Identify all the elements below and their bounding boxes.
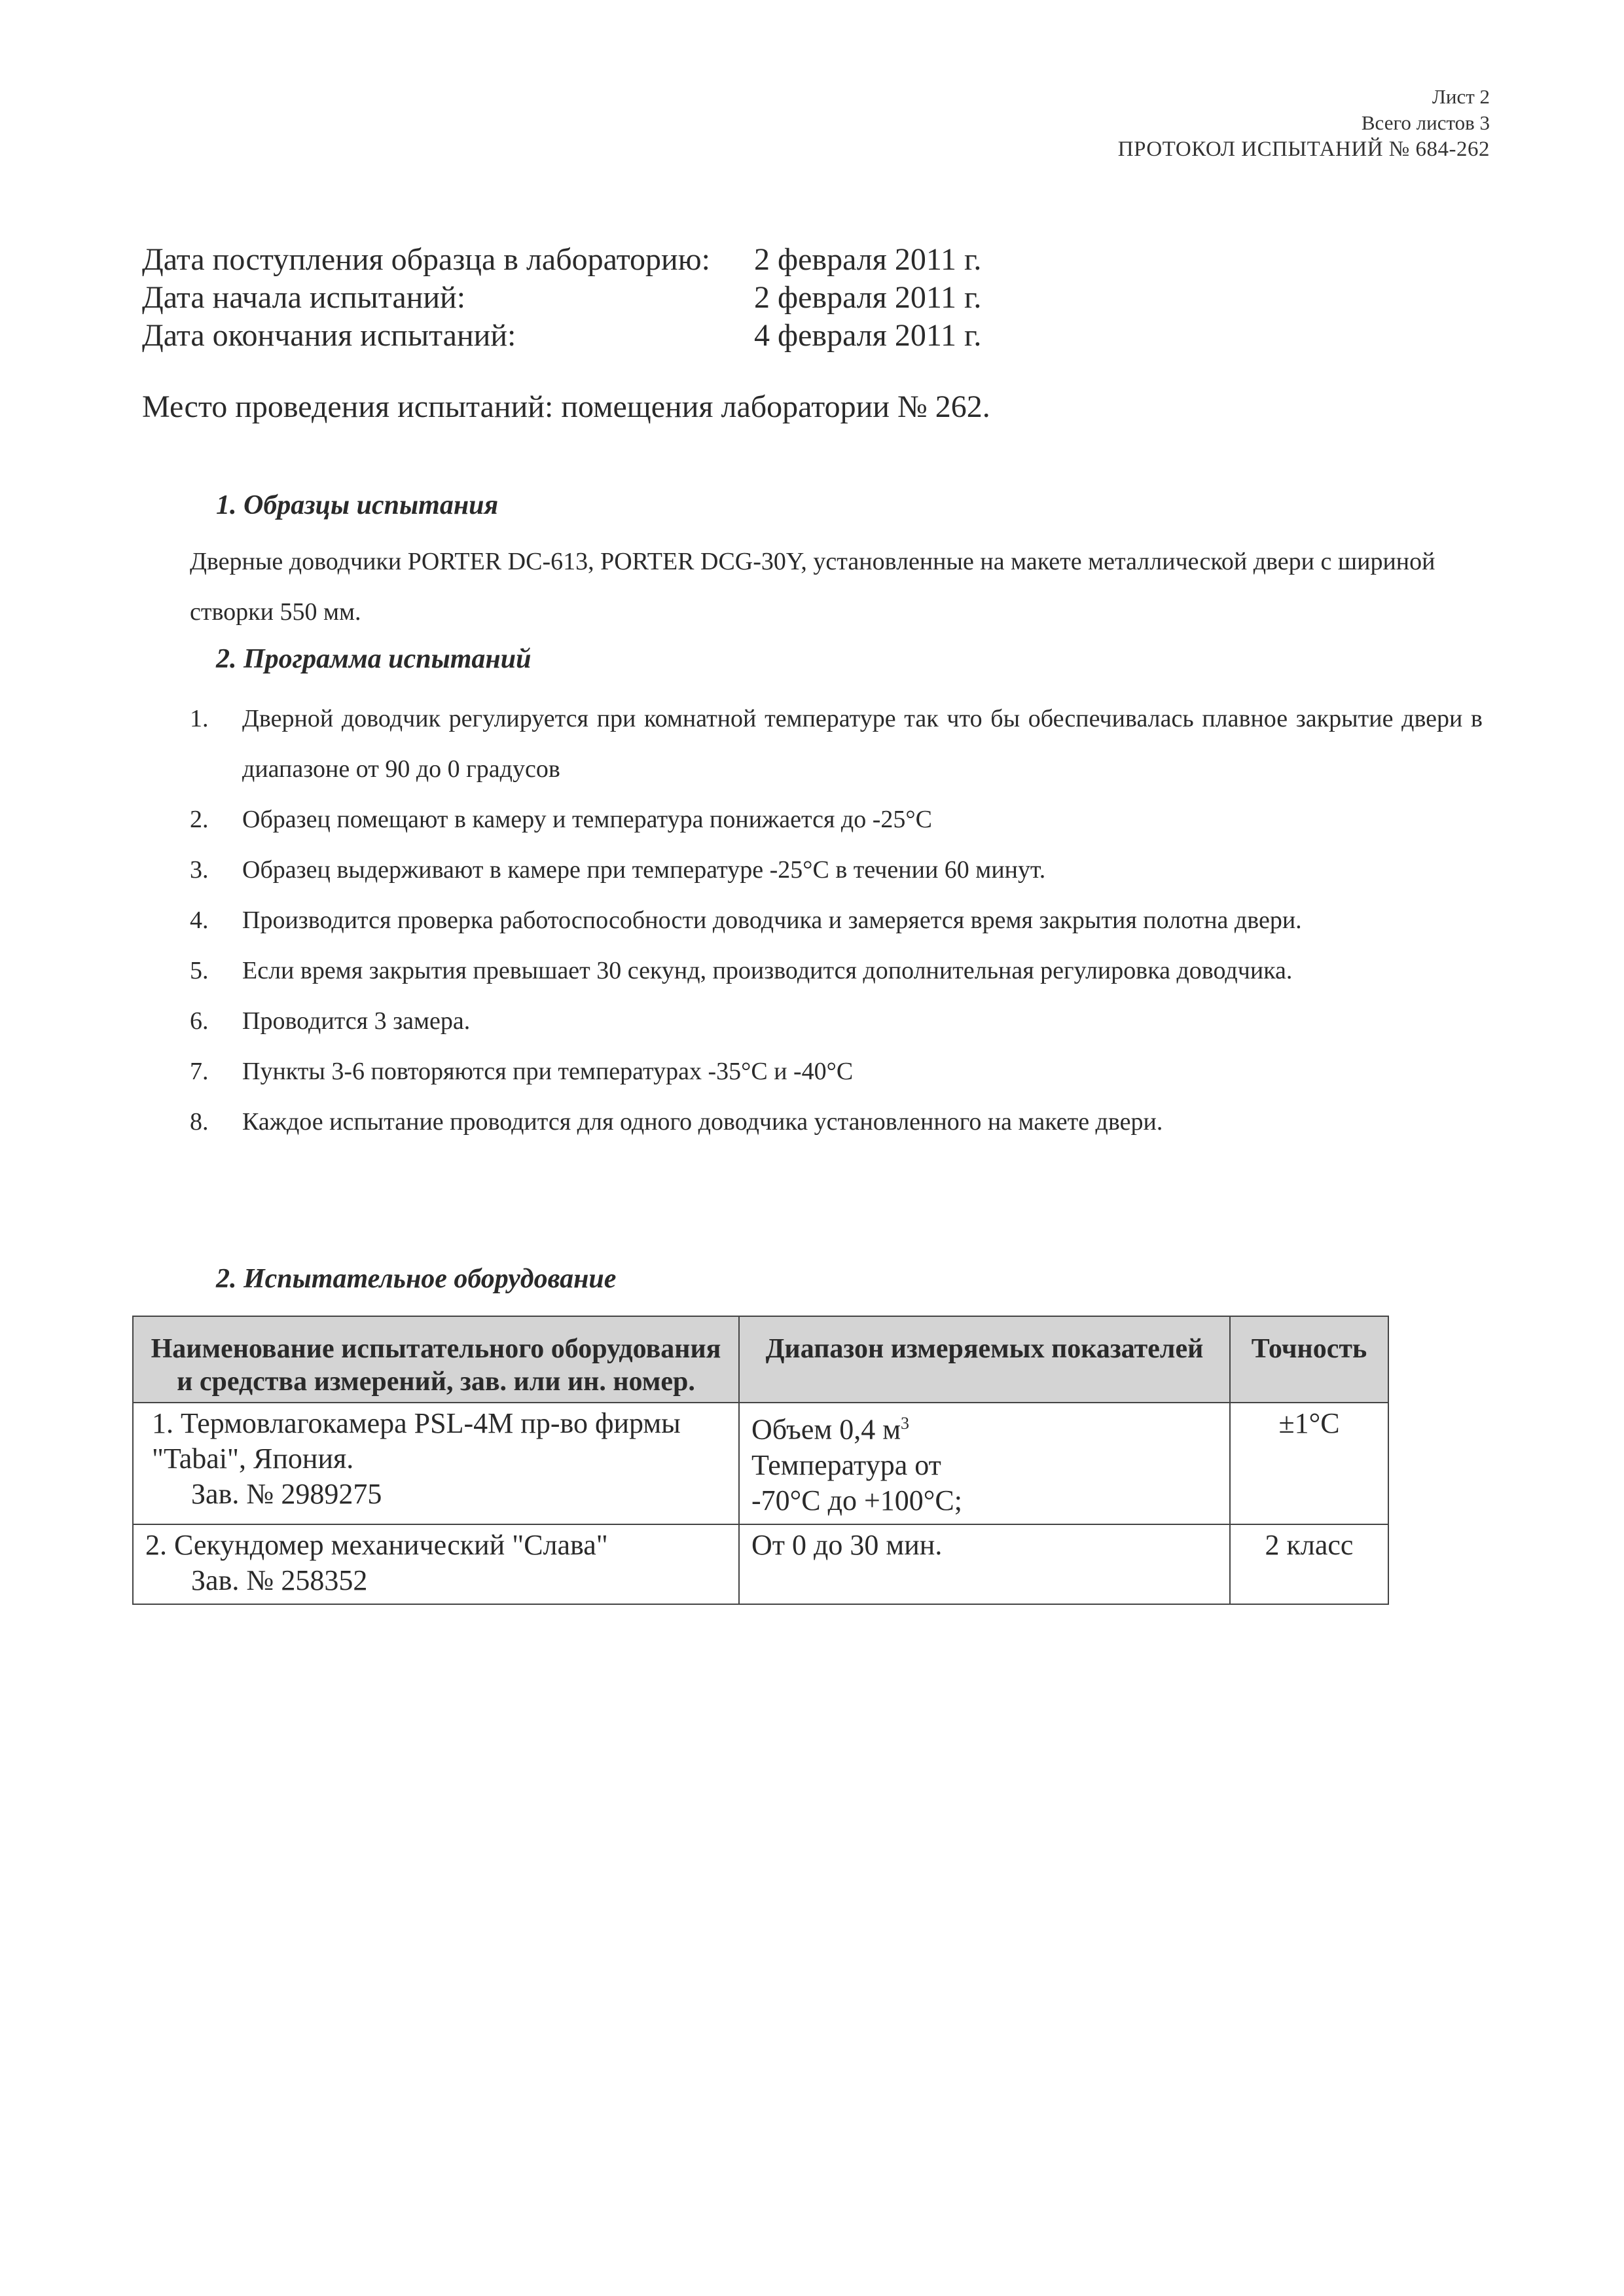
cell-accuracy: ±1°С (1230, 1403, 1388, 1524)
item-text: Дверной доводчик регулируется при комнатной температуре так что бы обеспечивалась плавное закрытие двери в диапазоне от 90 до 0 градусов (242, 705, 1483, 783)
sheet-number: Лист 2 (1432, 85, 1490, 108)
protocol-number: ПРОТОКОЛ ИСПЫТАНИЙ № 684-262 (1117, 137, 1490, 161)
item-number: 3. (190, 856, 209, 884)
cell-range (739, 1524, 1230, 1604)
table-row (133, 1403, 1388, 1524)
page-header (1118, 84, 1490, 162)
date-value: 2 февраля 2011 г. (754, 242, 982, 277)
date-row-end (142, 317, 981, 355)
date-value: 4 февраля 2011 г. (754, 318, 982, 353)
item-text: Производится проверка работоспособности доводчика и замеряется время закрытия полотна двери. (242, 906, 1302, 934)
cell-name (133, 1403, 739, 1524)
section-samples-text: Дверные доводчики PORTER DC-613, PORTER DCG-30Y, установленные на макете металлической двери с шириной створки 550 мм. (190, 548, 1435, 626)
range-volume (751, 1406, 1218, 1448)
header-name: Наименование испытательного оборудования и средства измерений, зав. или ин. номер. (133, 1316, 739, 1403)
equipment-name: 2. Секундомер механический "Слава" (145, 1528, 608, 1561)
item-number: 7. (190, 1058, 209, 1085)
date-row-start (142, 279, 981, 317)
program-item (190, 845, 1483, 895)
section-program-title: 2. Программа испытаний (216, 644, 532, 674)
equipment-name: 1. Термовлагокамера PSL-4M пр-во фирмы "Tabai", Япония. (152, 1407, 681, 1475)
section-equipment-title: 2. Испытательное оборудование (216, 1264, 617, 1294)
test-location: Место проведения испытаний: помещения лаборатории № 262. (142, 389, 990, 424)
range-temp-label: Температура от (751, 1448, 941, 1481)
header-accuracy: Точность (1230, 1316, 1388, 1403)
item-text: Проводится 3 замера. (242, 1007, 471, 1035)
program-item (190, 895, 1483, 946)
date-label: Дата поступления образца в лабораторию: (142, 242, 710, 277)
item-text: Образец выдерживают в камере при температуре -25°С в течении 60 минут. (242, 856, 1046, 884)
table-row (133, 1524, 1388, 1604)
item-number: 1. (190, 705, 209, 732)
cell-range (739, 1403, 1230, 1524)
cell-name (133, 1524, 739, 1604)
cell-accuracy: 2 класс (1230, 1524, 1388, 1604)
program-item (190, 1047, 1483, 1097)
date-label: Дата начала испытаний: (142, 280, 466, 315)
item-text: Пункты 3-6 повторяются при температурах -35°С и -40°С (242, 1058, 854, 1085)
range-temp-value: -70°С до +100°С; (751, 1484, 962, 1516)
item-number: 5. (190, 957, 209, 984)
range-text: От 0 до 30 мин. (751, 1528, 943, 1561)
program-item (190, 795, 1483, 845)
cube-superscript: 3 (901, 1414, 910, 1433)
date-row-received (142, 241, 981, 279)
equipment-table (132, 1316, 1389, 1605)
dates-block (142, 241, 981, 355)
program-item (190, 694, 1483, 795)
program-item (190, 1097, 1483, 1147)
date-label: Дата окончания испытаний: (142, 318, 516, 353)
program-list (190, 694, 1483, 1147)
date-value: 2 февраля 2011 г. (754, 280, 982, 315)
item-text: Если время закрытия превышает 30 секунд, производится дополнительная регулировка доводчика. (242, 957, 1293, 984)
item-number: 2. (190, 806, 209, 833)
section-samples-title: 1. Образцы испытания (216, 490, 499, 520)
serial-number: Зав. № 258352 (191, 1564, 368, 1596)
range-volume-text: Объем 0,4 м (751, 1413, 901, 1446)
header-range: Диапазон измеряемых показателей (739, 1316, 1230, 1403)
program-item (190, 996, 1483, 1047)
item-number: 4. (190, 906, 209, 934)
item-text: Каждое испытание проводится для одного доводчика установленного на макете двери. (242, 1108, 1163, 1136)
item-number: 6. (190, 1007, 209, 1035)
item-text: Образец помещают в камеру и температура понижается до -25°С (242, 806, 932, 833)
table-header-row (133, 1316, 1388, 1403)
total-sheets: Всего листов 3 (1361, 111, 1490, 134)
serial-number: Зав. № 2989275 (191, 1478, 382, 1510)
program-item (190, 946, 1483, 996)
item-number: 8. (190, 1108, 209, 1136)
